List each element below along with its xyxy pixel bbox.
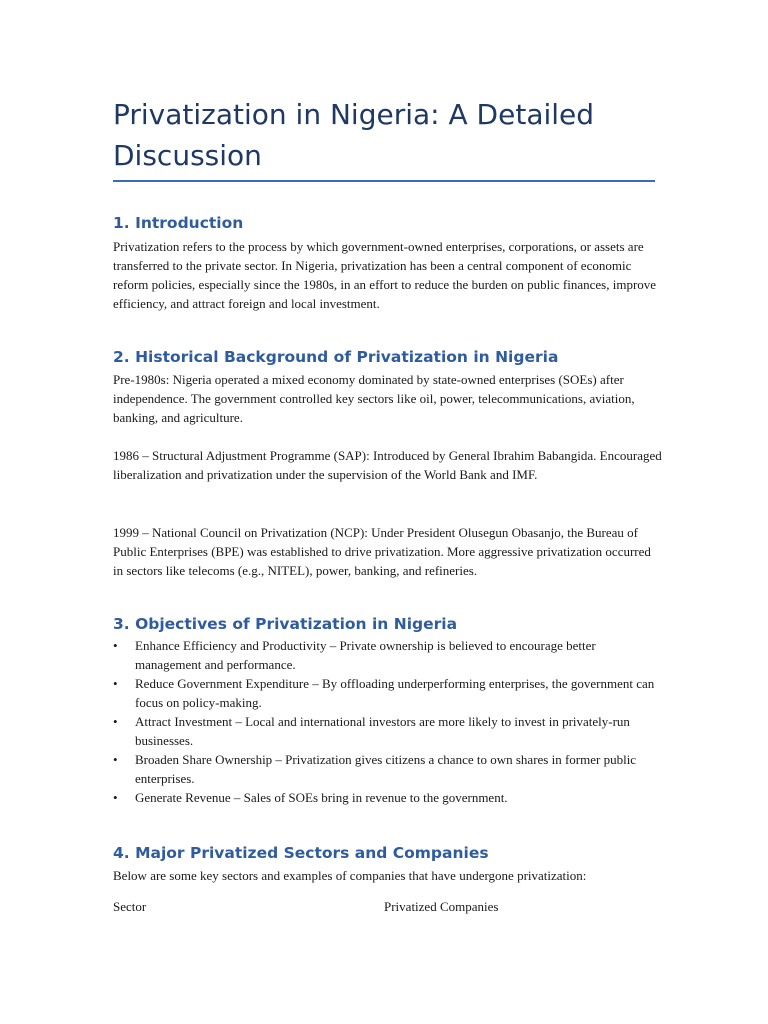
list-item <box>113 712 661 750</box>
sectors-table-header-row <box>113 897 663 916</box>
list-item-text: Attract Investment – Local and international investors are more likely to invest in privately-run businesses. <box>135 714 630 748</box>
list-item-text: Generate Revenue – Sales of SOEs bring in revenue to the government. <box>135 790 508 805</box>
list-item <box>113 674 661 712</box>
history-paragraph-pre1980: Pre-1980s: Nigeria operated a mixed economy dominated by state-owned enterprises (SOEs) after independence. The government controlled key sectors like oil, power, telecommunications, aviation, banking, and agriculture. <box>113 372 635 425</box>
history-paragraph-1999: 1999 – National Council on Privatization (NCP): Under President Olusegun Obasanjo, the Bureau of Public Enterprises (BPE) was established to drive privatization. More aggressive privatization occurred in sectors like telecoms (e.g., NITEL), power, banking, and refineries. <box>113 525 651 578</box>
section-heading-history: 2. Historical Background of Privatization in Nigeria <box>113 348 559 366</box>
bullet-icon: • <box>113 676 118 691</box>
list-item <box>113 636 661 674</box>
sectors-intro-paragraph: Below are some key sectors and examples of companies that have undergone privatization: <box>113 868 587 883</box>
list-item-text: Broaden Share Ownership – Privatization gives citizens a chance to own shares in former public enterprises. <box>135 752 637 786</box>
bullet-icon: • <box>113 638 118 653</box>
section-heading-sectors: 4. Major Privatized Sectors and Companies <box>113 844 489 862</box>
bullet-icon: • <box>113 790 118 805</box>
table-header-privatized-companies: Privatized Companies <box>384 899 499 914</box>
title-underline <box>113 180 655 182</box>
objectives-list <box>113 636 661 807</box>
introduction-paragraph: Privatization refers to the process by which government-owned enterprises, corporations, or assets are transferred to the private sector. In Nigeria, privatization has been a central component of economic reform policies, especially since the 1980s, in an effort to reduce the burden on public finances, improve efficiency, and attract foreign and local investment. <box>113 239 657 311</box>
list-item <box>113 788 661 807</box>
section-heading-introduction: 1. Introduction <box>113 214 244 232</box>
bullet-icon: • <box>113 752 118 767</box>
list-item-text: Reduce Government Expenditure – By offloading underperforming enterprises, the government can focus on policy-making. <box>135 676 655 710</box>
document-title: Privatization in Nigeria: A Detailed Discussion <box>113 98 595 172</box>
table-header-sector: Sector <box>113 899 147 914</box>
section-heading-objectives: 3. Objectives of Privatization in Nigeria <box>113 615 458 633</box>
history-paragraph-1986: 1986 – Structural Adjustment Programme (SAP): Introduced by General Ibrahim Babangida. Encouraged liberalization and privatization under the supervision of the World Bank and IMF. <box>113 448 662 482</box>
bullet-icon: • <box>113 714 118 729</box>
list-item <box>113 750 661 788</box>
list-item-text: Enhance Efficiency and Productivity – Private ownership is believed to encourage better management and performance. <box>135 638 596 672</box>
